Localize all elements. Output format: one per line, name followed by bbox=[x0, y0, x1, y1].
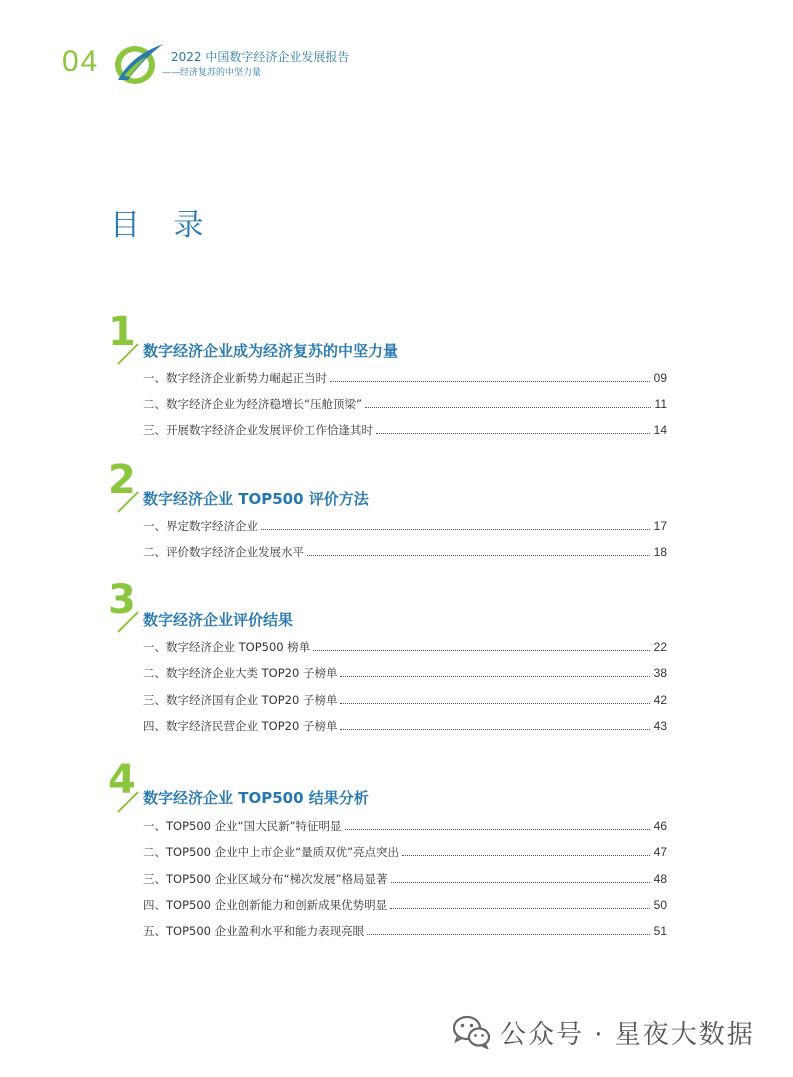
toc-item-label: 四、数字经济民营企业 TOP20 子榜单 bbox=[143, 719, 338, 733]
toc-item-page: 22 bbox=[653, 640, 667, 654]
toc-item-page: 47 bbox=[653, 845, 667, 859]
section-slash-icon bbox=[116, 790, 140, 814]
toc-item-page: 42 bbox=[653, 693, 667, 707]
toc-item-label: 五、TOP500 企业盈利水平和能力表现亮眼 bbox=[143, 924, 365, 938]
toc-item-label: 三、TOP500 企业区域分布“梯次发展”格局显著 bbox=[143, 872, 388, 886]
section-title: 数字经济企业 TOP500 结果分析 bbox=[143, 789, 369, 807]
watermark-text: 公众号 · 星夜大数据 bbox=[500, 1019, 755, 1050]
leader-dots bbox=[307, 554, 650, 556]
toc-item-label: 二、TOP500 企业中上市企业“量质双优”亮点突出 bbox=[143, 845, 400, 859]
section-slash-icon bbox=[116, 610, 140, 634]
leader-dots bbox=[340, 702, 649, 704]
leader-dots bbox=[330, 380, 650, 382]
toc-item[interactable] bbox=[143, 663, 667, 681]
toc-section-2 bbox=[108, 457, 678, 570]
toc-item-label: 二、数字经济企业为经济稳增长“压舱顶梁” bbox=[143, 397, 362, 411]
toc-item[interactable] bbox=[143, 394, 667, 412]
section-title: 数字经济企业评价结果 bbox=[143, 611, 294, 629]
toc-item-page: 11 bbox=[654, 397, 667, 411]
toc-item-label: 一、数字经济企业 TOP500 榜单 bbox=[143, 640, 311, 654]
toc-item-page: 17 bbox=[653, 519, 667, 533]
toc-item-page: 09 bbox=[653, 371, 667, 385]
toc-item-label: 一、数字经济企业新势力崛起正当时 bbox=[143, 371, 327, 385]
toc-item[interactable] bbox=[143, 368, 667, 386]
section-number: 4 bbox=[108, 757, 136, 803]
toc-item-label: 四、TOP500 企业创新能力和创新成果优势明显 bbox=[143, 898, 388, 912]
toc-item-label: 一、TOP500 企业“国大民新”特征明显 bbox=[143, 819, 342, 833]
section-number: 2 bbox=[108, 457, 136, 503]
section-slash-icon bbox=[116, 490, 140, 514]
report-title: 2022 中国数字经济企业发展报告 bbox=[171, 50, 350, 64]
toc-item[interactable] bbox=[143, 816, 667, 834]
toc-item[interactable] bbox=[143, 542, 667, 560]
leader-dots bbox=[340, 675, 649, 677]
section-title: 数字经济企业 TOP500 评价方法 bbox=[143, 490, 369, 508]
toc-heading: 目 录 bbox=[110, 208, 216, 243]
toc-item-page: 51 bbox=[653, 924, 667, 938]
leader-dots bbox=[402, 854, 650, 856]
toc-item-label: 二、数字经济企业大类 TOP20 子榜单 bbox=[143, 666, 338, 680]
toc-item[interactable] bbox=[143, 420, 667, 438]
leader-dots bbox=[365, 406, 651, 408]
leader-dots bbox=[345, 828, 650, 830]
toc-item-label: 三、数字经济国有企业 TOP20 子榜单 bbox=[143, 693, 338, 707]
leader-dots bbox=[261, 528, 650, 530]
toc-item[interactable] bbox=[143, 690, 667, 708]
toc-item-page: 50 bbox=[653, 898, 667, 912]
toc-item[interactable] bbox=[143, 516, 667, 534]
leader-dots bbox=[313, 649, 649, 651]
leader-dots bbox=[367, 933, 650, 935]
leader-dots bbox=[340, 728, 649, 730]
toc-item[interactable] bbox=[143, 895, 667, 913]
toc-item-page: 38 bbox=[653, 666, 667, 680]
report-logo-icon bbox=[110, 40, 164, 86]
toc-item-label: 一、界定数字经济企业 bbox=[143, 519, 258, 533]
toc-section-4 bbox=[108, 757, 678, 950]
toc-item-label: 二、评价数字经济企业发展水平 bbox=[143, 545, 304, 559]
leader-dots bbox=[390, 907, 650, 909]
section-slash-icon bbox=[116, 342, 140, 366]
section-number: 1 bbox=[108, 309, 136, 355]
toc-item[interactable] bbox=[143, 842, 667, 860]
wechat-icon bbox=[452, 1015, 492, 1049]
toc-item[interactable] bbox=[143, 921, 667, 939]
toc-section-1 bbox=[108, 309, 678, 442]
leader-dots bbox=[391, 881, 650, 883]
toc-item-page: 18 bbox=[653, 545, 667, 559]
toc-item-page: 43 bbox=[653, 719, 667, 733]
leader-dots bbox=[376, 432, 650, 434]
toc-item[interactable] bbox=[143, 869, 667, 887]
toc-item-label: 三、开展数字经济企业发展评价工作恰逢其时 bbox=[143, 423, 373, 437]
report-subtitle: ——经济复苏的中坚力量 bbox=[162, 68, 262, 78]
toc-item[interactable] bbox=[143, 716, 667, 734]
section-number: 3 bbox=[108, 577, 136, 623]
toc-section-3 bbox=[108, 577, 678, 740]
toc-item-page: 48 bbox=[653, 872, 667, 886]
toc-item-page: 46 bbox=[653, 819, 667, 833]
toc-item[interactable] bbox=[143, 637, 667, 655]
watermark bbox=[452, 1012, 755, 1052]
section-title: 数字经济企业成为经济复苏的中坚力量 bbox=[143, 342, 399, 360]
page-number: 04 bbox=[62, 45, 100, 78]
toc-item-page: 14 bbox=[653, 423, 667, 437]
